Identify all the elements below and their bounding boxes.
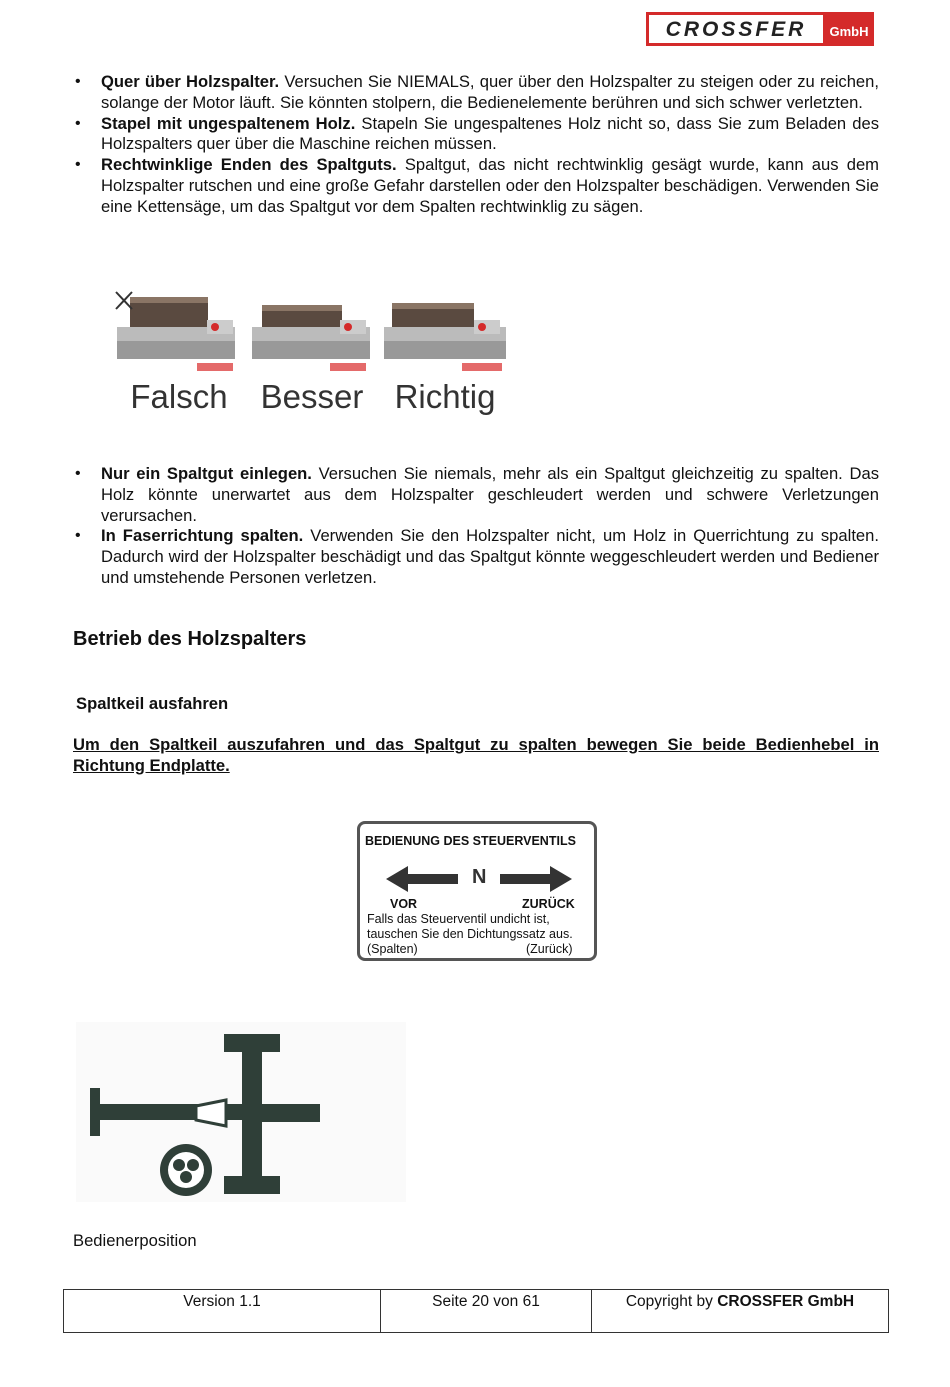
bullet-item: • Quer über Holzspalter. Versuchen Sie NIEMALS, quer über den Holzspalter zu steigen oder zu reichen, solange der Motor läuft. Sie könnten stolpern, die Bedienelemente berühren und sich schwer verletzten. (75, 72, 879, 112)
subsection-title: Spaltkeil ausfahren (76, 694, 229, 713)
figure-caption: Bedienerposition (73, 1231, 197, 1250)
falsch-illustration (116, 292, 235, 371)
page-footer (63, 1289, 889, 1333)
safety-bullets-top (73, 72, 879, 218)
valve-note-line1: Falls das Steuerventil undicht ist, (367, 912, 550, 926)
valve-back: ZURÜCK (522, 897, 575, 911)
footer-page-number: Seite 20 von 61 (381, 1290, 592, 1333)
log-stacking-figure (112, 285, 512, 420)
safety-bullets-bottom (73, 464, 879, 589)
footer-version: Version 1.1 (64, 1290, 381, 1333)
label-falsch: Falsch (130, 378, 228, 415)
valve-note-line2: tauschen Sie den Dichtungssatz aus. (367, 927, 573, 941)
richtig-illustration (384, 303, 506, 371)
label-richtig: Richtig (394, 378, 496, 415)
operator-icon (160, 1144, 212, 1196)
crossfer-logo (646, 12, 874, 46)
operator-position-figure (76, 1022, 406, 1202)
bullet-item: • Stapel mit ungespaltenem Holz. Stapeln Sie ungespaltenes Holz nicht so, dass Sie zum Beladen des Holzspalters quer über die Maschine reichen müssen. (75, 113, 879, 154)
footer-company: CROSSFER GmbH (717, 1293, 855, 1310)
valve-note-spalten: (Spalten) (367, 942, 418, 956)
logo-suffix: GmbH (829, 24, 869, 39)
bullet-item: • In Faserrichtung spalten. Verwenden Sie den Holzspalter nicht, um Holz in Querrichtung zu spalten. Dadurch wird der Holzspalter beschädigt und das Spaltgut könnte weggeschleudert werden und Bediener und umstehende Personen verletzen. (75, 526, 880, 587)
valve-note-zurueck: (Zurück) (526, 942, 573, 956)
logo-text: CROSSFER (665, 18, 807, 41)
bullet-item: • Rechtwinklige Enden des Spaltguts. Spaltgut, das nicht rechtwinklig gesägt wurde, kann aus dem Holzspalter rutschen und eine große Gefahr darstellen oder den Holzspalter beschädigen. Verwenden Sie eine Kettensäge, um das Spaltgut vor dem Spalten rechtwinklig zu sägen. (75, 155, 880, 216)
bullet-item: • Nur ein Spaltgut einlegen. Versuchen Sie niemals, mehr als ein Spaltgut gleichzeitig zu spalten. Das Holz könnte unerwartet aus dem Holzspalter geschleudert werden und schwere Verletzungen verursachen. (75, 464, 879, 525)
valve-forward: VOR (390, 897, 418, 911)
footer-copyright: Copyright by CROSSFER GmbH (592, 1290, 889, 1333)
valve-neutral: N (472, 866, 487, 888)
section-title: Betrieb des Holzspalters (73, 628, 307, 650)
valve-title: BEDIENUNG DES STEUERVENTILS (365, 834, 576, 848)
label-besser: Besser (260, 378, 364, 415)
instruction-text: Um den Spaltkeil auszufahren und das Spaltgut zu spalten bewegen Sie beide Bedienhebel in Richtung Endplatte. (73, 735, 879, 775)
control-valve-label (357, 821, 597, 961)
besser-illustration (252, 305, 370, 371)
